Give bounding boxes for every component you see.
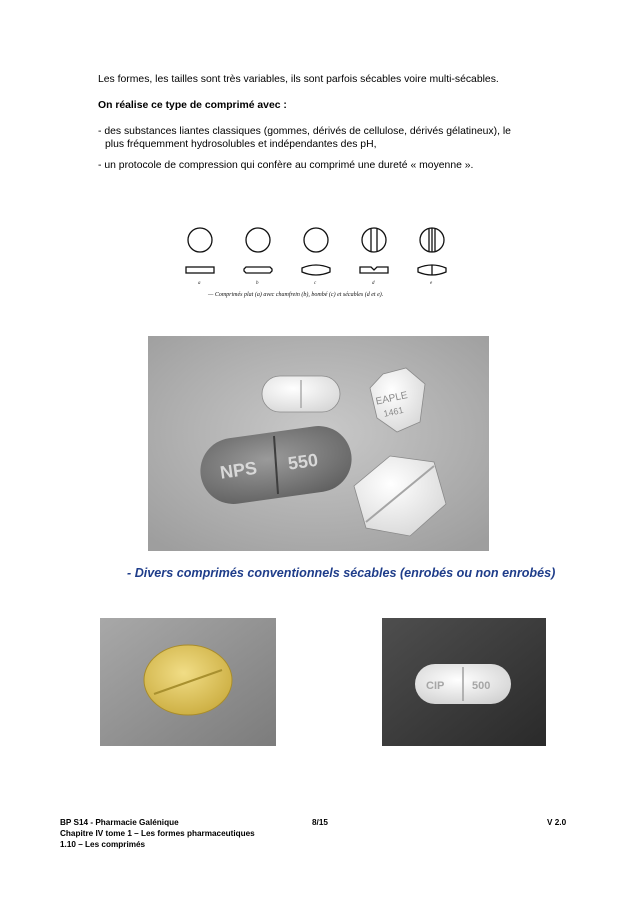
cip-tablet-text-1: CIP [426,680,445,692]
grey-tablet-text-2: 550 [286,449,320,474]
tablet-top-a [188,228,212,252]
tablet-top-b [246,228,270,252]
diagram-caption: — Comprimés plat (a) avec chamfrein (b), bombé (c) et sécables (d et e). [208,292,384,298]
footer-page-number: 8/15 [312,818,328,827]
yellow-round-tablet [144,645,232,715]
section-heading: On réalise ce type de comprimé avec : [98,100,287,111]
grey-tablet-text-1: NPS [218,457,259,483]
bullet-compression: - un protocole de compression qui confère au comprimé une dureté « moyenne ». [98,160,474,171]
paragraph-forms: Les formes, les tailles sont très variables, ils sont parfois sécables voire multi-sécables. [98,74,499,85]
tablet-side-a [186,267,214,273]
diagram-letter-a: a [198,281,201,286]
bullet-binders-line1: - des substances liantes classiques (gommes, dérivés de cellulose, dérivés gélatineux), le [98,126,511,137]
diagram-letter-b: b [256,281,259,286]
tablet-side-b [244,267,272,273]
tablet-top-c [304,228,328,252]
tablet-shapes-diagram [170,218,460,298]
cip-tablet-text-2: 500 [472,680,491,692]
diagram-letter-c: c [314,281,317,286]
tablets-photo-main [148,336,489,551]
footer-version: V 2.0 [547,818,567,827]
footer-course: BP S14 - Pharmacie Galénique [60,818,179,827]
footer-chapter: Chapitre IV tome 1 – Les formes pharmaceutiques [60,829,255,838]
diagram-letter-e: e [430,281,433,286]
footer-section: 1.10 – Les comprimés [60,840,146,849]
diagram-letter-d: d [372,281,375,286]
bullet-binders-line2: plus fréquemment hydrosolubles et indépendantes des pH, [105,139,377,150]
tablet-top-d [362,228,386,252]
tablet-side-c [302,265,330,275]
tablet-side-d [360,267,388,273]
hexagon-tablet-text-2: 1461 [382,404,405,419]
photo-caption: - Divers comprimés conventionnels sécables (enrobés ou non enrobés) [127,566,556,580]
hexagon-tablet-text-1: EAPLE [374,390,409,408]
yellow-tablet-photo [100,618,276,746]
cip-tablet-photo [382,618,546,746]
